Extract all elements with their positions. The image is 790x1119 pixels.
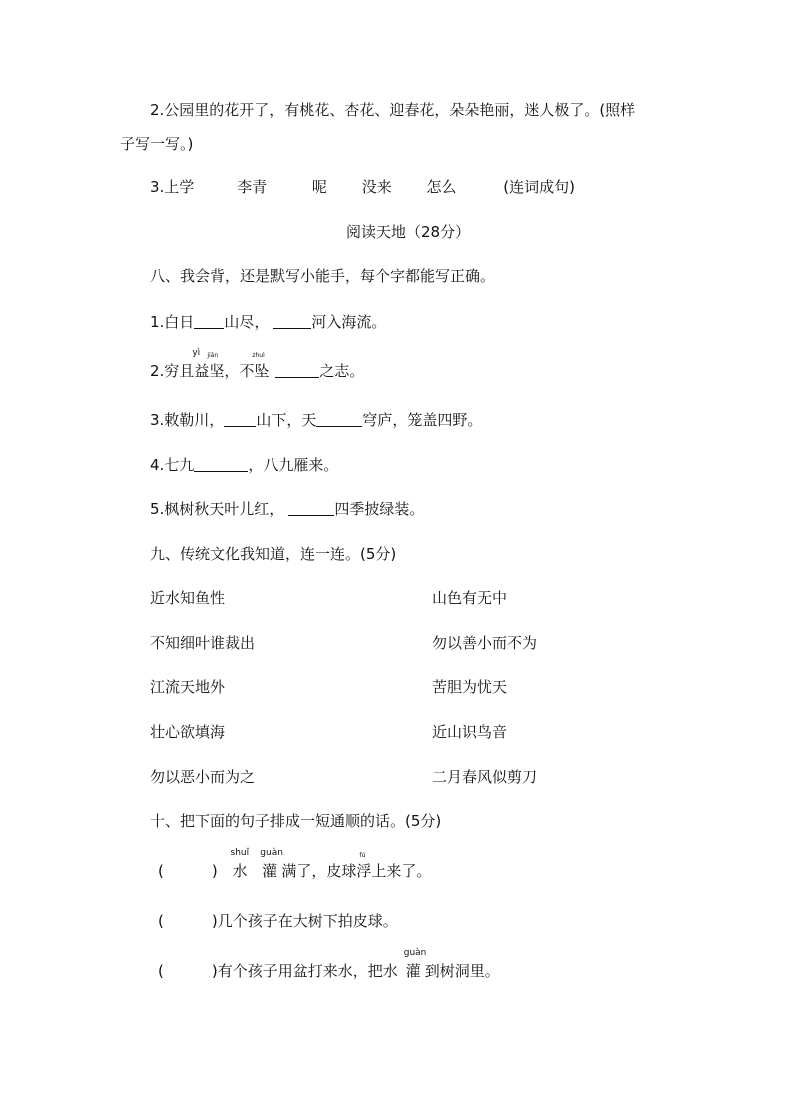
match-left-item[interactable]: 勿以恶小而为之 (150, 768, 256, 786)
match-left-item[interactable]: 不知细叶谁裁出 (150, 634, 256, 652)
fill-blank[interactable] (194, 313, 224, 329)
ruby-guan (260, 848, 283, 881)
pinyin-yi: yì (192, 348, 201, 358)
match-right-item[interactable]: 二月春风似剪刀 (432, 768, 538, 786)
item5-part-a: 5.枫树秋天叶儿红， (150, 500, 285, 518)
sec8-item-5 (150, 499, 424, 519)
s2-text: 几个孩子在大树下拍皮球。 (217, 912, 398, 930)
pinyin-shui: shuǐ (230, 848, 250, 858)
sec10-sentence-3 (158, 948, 500, 981)
question-2-line-2: 子写一写。) (120, 135, 194, 153)
s3-part-a: 有个孩子用盆打来水，把水 (217, 962, 398, 980)
s3-part-b: 到树洞里。 (424, 962, 500, 980)
item1-part-c: 河入海流。 (311, 313, 387, 331)
item3-part-c: 穹庐，笼盖四野。 (362, 411, 483, 429)
s1-part-a: 满了，皮球 (281, 862, 357, 880)
fill-blank[interactable] (316, 411, 362, 427)
sec10-sentence-1 (158, 848, 432, 881)
q3-note: (连词成句) (503, 178, 575, 196)
q3-word-3: 呢 (311, 178, 327, 196)
pinyin-jian: jiān (207, 352, 219, 359)
fill-blank[interactable] (224, 411, 256, 427)
match-left-item[interactable]: 近水知鱼性 (150, 589, 226, 607)
question-2-line-1: 2.公园里的花开了，有桃花、杏花、迎春花，朵朵艳丽，迷人极了。(照样 (150, 101, 636, 119)
section-8-heading: 八、我会背，还是默写小能手，每个字都能写正确。 (150, 267, 496, 285)
order-paren-open[interactable]: ( (158, 862, 164, 880)
fill-blank[interactable] (194, 456, 248, 472)
match-right-item[interactable]: 近山识鸟音 (432, 723, 508, 741)
char-guan: 灌 (262, 862, 278, 880)
fill-blank[interactable] (273, 313, 311, 329)
item4-part-b: ，八九雁来。 (248, 456, 339, 474)
item1-part-a: 1.白日 (150, 313, 195, 331)
question-3 (150, 177, 575, 197)
match-right-item[interactable]: 山色有无中 (432, 589, 508, 607)
item5-part-b: 四季披绿装。 (334, 500, 425, 518)
char-guan-2: 灌 (405, 962, 421, 980)
section-10-heading: 十、把下面的句子排成一短通顺的话。(5分) (150, 812, 442, 830)
pinyin-fu: fú (359, 852, 366, 859)
item2-part-c: 之志。 (319, 362, 365, 380)
order-paren-close[interactable]: ) (211, 962, 218, 980)
ruby-yi (192, 348, 210, 381)
match-left-item[interactable]: 江流天地外 (150, 678, 226, 696)
order-paren-open[interactable]: ( (158, 962, 164, 980)
pinyin-guan-2: guàn (403, 948, 427, 958)
fill-blank[interactable] (288, 500, 334, 516)
fill-blank[interactable] (275, 362, 319, 378)
item1-part-b: 山尽， (224, 313, 270, 331)
match-right-item[interactable]: 勿以善小而不为 (432, 634, 538, 652)
ruby-shui (230, 848, 250, 881)
char-shui: 水 (232, 862, 248, 880)
item3-part-b: 山下，天 (256, 411, 317, 429)
char-jian: 坚 (209, 362, 225, 380)
ruby-zhui (252, 352, 270, 381)
char-yi: 益 (194, 362, 210, 380)
q3-word-2: 李青 (237, 178, 268, 196)
q3-word-1: 3.上学 (150, 178, 195, 196)
sec8-item-2 (150, 348, 365, 381)
ruby-fu (356, 852, 372, 881)
match-right-item[interactable]: 苦胆为忧天 (432, 678, 508, 696)
char-zhui: 坠 (254, 362, 270, 380)
pinyin-zhui: zhuì (252, 352, 265, 359)
section-9-heading: 九、传统文化我知道，连一连。(5分) (150, 545, 397, 563)
pinyin-guan: guàn (260, 848, 283, 858)
q3-word-5: 怎么 (426, 178, 457, 196)
sec8-item-4 (150, 455, 338, 475)
order-paren-open[interactable]: ( (158, 912, 164, 930)
sec10-sentence-2 (158, 911, 398, 931)
ruby-jian (207, 352, 225, 381)
order-paren-close[interactable]: ) (211, 912, 218, 930)
item2-part-a: 2.穷且 (150, 362, 195, 380)
char-fu: 浮 (356, 862, 372, 880)
match-left-item[interactable]: 壮心欲填海 (150, 723, 226, 741)
sec8-item-1 (150, 312, 386, 332)
item4-part-a: 4.七九 (150, 456, 195, 474)
sec8-item-3 (150, 410, 482, 430)
q3-word-4: 没来 (361, 178, 392, 196)
order-paren-close[interactable]: ) (211, 862, 218, 880)
ruby-guan-2 (403, 948, 427, 981)
section-title-reading: 阅读天地（28分） (346, 223, 471, 241)
item2-part-b: ，不 (224, 362, 255, 380)
s1-part-b: 上来了。 (371, 862, 432, 880)
item3-part-a: 3.敕勒川， (150, 411, 225, 429)
